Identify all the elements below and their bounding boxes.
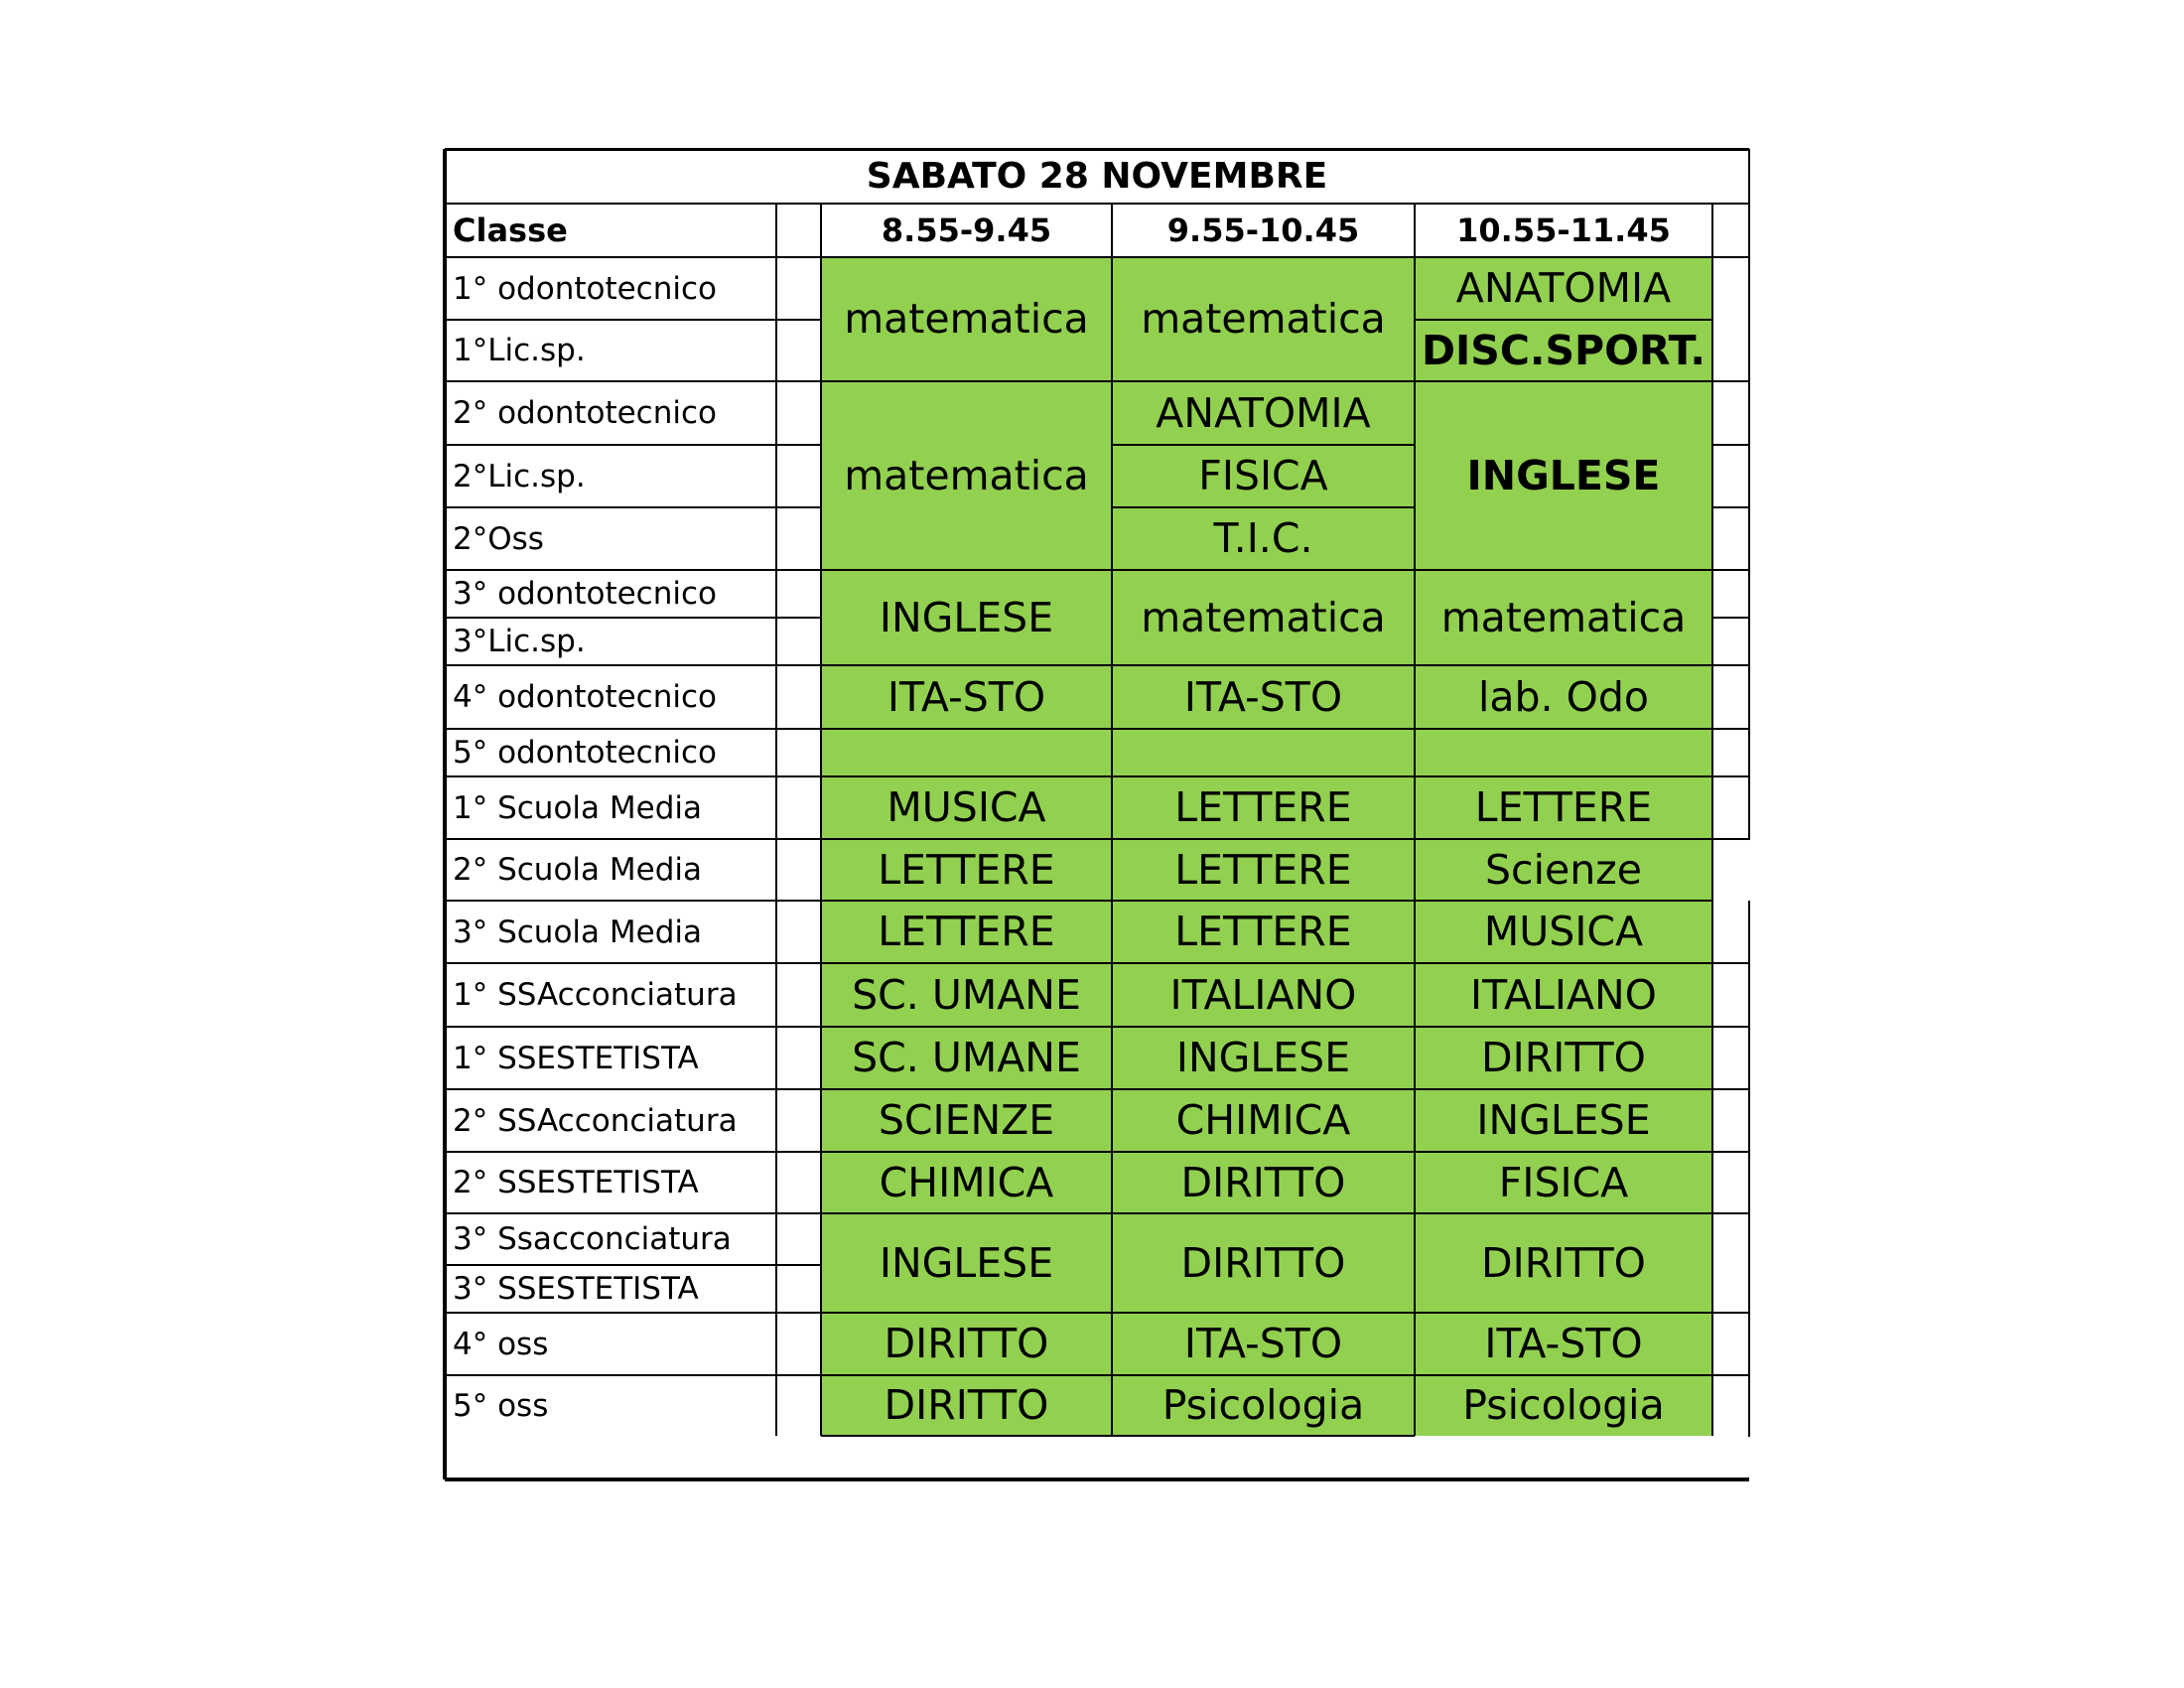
grid-line bbox=[1712, 1312, 1749, 1314]
lesson-cell: matematica bbox=[821, 381, 1112, 570]
grid-line bbox=[1712, 728, 1749, 730]
grid-line bbox=[1415, 664, 1712, 666]
grid-line bbox=[1748, 149, 1750, 840]
class-label: 1° odontotecnico bbox=[453, 270, 717, 307]
grid-line bbox=[445, 1212, 821, 1214]
grid-line bbox=[821, 1312, 1112, 1314]
grid-line bbox=[445, 664, 821, 666]
grid-line bbox=[821, 900, 1112, 902]
grid-line bbox=[1712, 775, 1749, 777]
lesson-cell: INGLESE bbox=[1112, 1027, 1415, 1089]
grid-line bbox=[445, 256, 1749, 258]
grid-line bbox=[821, 1374, 1112, 1376]
lesson-cell: CHIMICA bbox=[1112, 1089, 1415, 1152]
lesson-cell: matematica bbox=[1112, 257, 1415, 381]
grid-line bbox=[1112, 728, 1415, 730]
lesson-cell: DIRITTO bbox=[1112, 1213, 1415, 1313]
lesson-cell: SC. UMANE bbox=[821, 963, 1112, 1027]
grid-line bbox=[1712, 1088, 1749, 1090]
grid-line bbox=[1112, 1088, 1415, 1090]
grid-line bbox=[1711, 204, 1713, 1436]
lesson-cell: INGLESE bbox=[821, 570, 1112, 665]
lesson-cell: LETTERE bbox=[1415, 776, 1712, 839]
grid-line bbox=[821, 380, 1112, 382]
grid-line bbox=[445, 203, 1749, 205]
grid-line bbox=[445, 1026, 821, 1028]
lesson-cell: DIRITTO bbox=[821, 1375, 1112, 1436]
lesson-cell: T.I.C. bbox=[1112, 507, 1415, 570]
grid-line bbox=[1112, 380, 1415, 382]
grid-line bbox=[821, 728, 1112, 730]
grid-line bbox=[820, 204, 822, 1436]
grid-line bbox=[1712, 569, 1749, 571]
lesson-cell: CHIMICA bbox=[821, 1152, 1112, 1213]
grid-line bbox=[1112, 444, 1415, 446]
lesson-cell: lab. Odo bbox=[1415, 665, 1712, 729]
lesson-cell: matematica bbox=[821, 257, 1112, 381]
class-label: 2°Lic.sp. bbox=[453, 458, 586, 494]
grid-line bbox=[1112, 838, 1415, 840]
grid-line bbox=[1748, 901, 1750, 1437]
grid-line bbox=[1415, 380, 1712, 382]
lesson-cell: DIRITTO bbox=[1415, 1027, 1712, 1089]
grid-line bbox=[1111, 204, 1113, 1436]
lesson-cell: Psicologia bbox=[1112, 1375, 1415, 1436]
grid-line bbox=[821, 962, 1112, 964]
header-time-slot-3: 10.55-11.45 bbox=[1456, 211, 1671, 249]
grid-line bbox=[821, 1212, 1112, 1214]
grid-line bbox=[1712, 1374, 1749, 1376]
grid-line bbox=[1112, 569, 1415, 571]
grid-line bbox=[1712, 664, 1749, 666]
grid-line bbox=[1712, 838, 1749, 840]
lesson-cell: Scienze bbox=[1415, 839, 1712, 901]
grid-line bbox=[1112, 1212, 1415, 1214]
lesson-cell: INGLESE bbox=[1415, 1089, 1712, 1152]
lesson-cell: ITA-STO bbox=[1112, 1313, 1415, 1375]
class-label: 3° SSESTETISTA bbox=[453, 1271, 699, 1307]
class-label: 2°Oss bbox=[453, 520, 544, 557]
header-classe: Classe bbox=[453, 211, 568, 249]
grid-line bbox=[1415, 319, 1712, 321]
grid-line bbox=[1415, 569, 1712, 571]
class-label: 3°Lic.sp. bbox=[453, 624, 586, 659]
lesson-cell: DISC.SPORT. bbox=[1415, 320, 1712, 381]
grid-line bbox=[445, 444, 821, 446]
grid-line bbox=[821, 664, 1112, 666]
grid-line bbox=[1712, 1151, 1749, 1153]
grid-line bbox=[1112, 664, 1415, 666]
lesson-cell: ITALIANO bbox=[1112, 963, 1415, 1027]
grid-line bbox=[775, 204, 777, 1436]
lesson-cell bbox=[1112, 729, 1415, 776]
class-label: 2° Scuola Media bbox=[453, 852, 702, 888]
lesson-cell: LETTERE bbox=[1112, 901, 1415, 963]
grid-line bbox=[1414, 204, 1416, 1436]
grid-line bbox=[1415, 962, 1712, 964]
grid-line bbox=[821, 1026, 1112, 1028]
grid-line bbox=[1415, 838, 1712, 840]
grid-line bbox=[1712, 444, 1749, 446]
class-label: 1° Scuola Media bbox=[453, 789, 702, 826]
grid-line bbox=[445, 617, 821, 619]
class-label: 3° Ssacconciatura bbox=[453, 1221, 732, 1257]
lesson-cell: SC. UMANE bbox=[821, 1027, 1112, 1089]
grid-line bbox=[1415, 1088, 1712, 1090]
lesson-cell: DIRITTO bbox=[821, 1313, 1112, 1375]
grid-line bbox=[1415, 1374, 1712, 1376]
grid-line bbox=[1415, 1026, 1712, 1028]
class-label: 2° SSAcconciatura bbox=[453, 1102, 738, 1139]
lesson-cell: ITA-STO bbox=[1112, 665, 1415, 729]
grid-line bbox=[1712, 962, 1749, 964]
grid-line bbox=[1112, 1435, 1415, 1437]
lesson-cell: LETTERE bbox=[821, 901, 1112, 963]
class-label: 2° odontotecnico bbox=[453, 395, 717, 431]
grid-line bbox=[443, 149, 447, 1479]
lesson-cell: matematica bbox=[1415, 570, 1712, 665]
grid-line bbox=[1415, 775, 1712, 777]
lesson-cell: SCIENZE bbox=[821, 1089, 1112, 1152]
grid-line bbox=[1112, 775, 1415, 777]
grid-line bbox=[1712, 380, 1749, 382]
grid-line bbox=[1112, 900, 1415, 902]
grid-line bbox=[821, 1435, 1112, 1437]
lesson-cell: FISICA bbox=[1112, 445, 1415, 507]
grid-line bbox=[445, 962, 821, 964]
grid-line bbox=[821, 838, 1112, 840]
grid-line bbox=[445, 1477, 1749, 1481]
lesson-cell: matematica bbox=[1112, 570, 1415, 665]
lesson-cell bbox=[821, 729, 1112, 776]
grid-line bbox=[445, 569, 821, 571]
grid-line bbox=[1112, 1026, 1415, 1028]
grid-line bbox=[1712, 617, 1749, 619]
lesson-cell: FISICA bbox=[1415, 1152, 1712, 1213]
grid-line bbox=[445, 1374, 821, 1376]
grid-line bbox=[445, 728, 821, 730]
grid-line bbox=[445, 900, 821, 902]
grid-line bbox=[821, 1088, 1112, 1090]
grid-line bbox=[821, 1151, 1112, 1153]
grid-line bbox=[445, 319, 821, 321]
class-label: 4° odontotecnico bbox=[453, 679, 717, 715]
grid-line bbox=[1415, 1212, 1712, 1214]
grid-line bbox=[1112, 1151, 1415, 1153]
grid-line bbox=[445, 1088, 821, 1090]
grid-line bbox=[1112, 1374, 1415, 1376]
grid-line bbox=[1112, 962, 1415, 964]
lesson-cell: ANATOMIA bbox=[1415, 257, 1712, 320]
grid-line bbox=[1415, 900, 1712, 902]
grid-line bbox=[821, 775, 1112, 777]
lesson-cell: ITA-STO bbox=[821, 665, 1112, 729]
class-label: 1° SSESTETISTA bbox=[453, 1040, 699, 1076]
grid-line bbox=[1112, 506, 1415, 508]
class-label: 4° oss bbox=[453, 1326, 549, 1362]
header-time-slot-2: 9.55-10.45 bbox=[1166, 211, 1360, 249]
grid-line bbox=[445, 506, 821, 508]
class-label: 5° oss bbox=[453, 1387, 549, 1424]
grid-line bbox=[445, 1264, 821, 1266]
grid-line bbox=[821, 569, 1112, 571]
lesson-cell: MUSICA bbox=[1415, 901, 1712, 963]
lesson-cell: LETTERE bbox=[1112, 839, 1415, 901]
lesson-cell: INGLESE bbox=[821, 1213, 1112, 1313]
grid-line bbox=[1415, 728, 1712, 730]
class-label: 1°Lic.sp. bbox=[453, 333, 586, 368]
lesson-cell: LETTERE bbox=[1112, 776, 1415, 839]
class-label: 3° Scuola Media bbox=[453, 914, 702, 950]
lesson-cell bbox=[1415, 729, 1712, 776]
grid-line bbox=[1712, 1212, 1749, 1214]
grid-line bbox=[445, 148, 1749, 151]
class-label: 3° odontotecnico bbox=[453, 576, 717, 612]
class-label: 5° odontotecnico bbox=[453, 735, 717, 771]
grid-line bbox=[1415, 1151, 1712, 1153]
class-label: 1° SSAcconciatura bbox=[453, 977, 738, 1013]
grid-line bbox=[445, 380, 821, 382]
grid-line bbox=[445, 1151, 821, 1153]
grid-line bbox=[445, 1312, 821, 1314]
class-label: 2° SSESTETISTA bbox=[453, 1165, 699, 1200]
grid-line bbox=[445, 775, 821, 777]
grid-line bbox=[1712, 506, 1749, 508]
grid-line bbox=[445, 838, 821, 840]
lesson-cell: ITA-STO bbox=[1415, 1313, 1712, 1375]
grid-line bbox=[1712, 1026, 1749, 1028]
lesson-cell: ITALIANO bbox=[1415, 963, 1712, 1027]
lesson-cell: DIRITTO bbox=[1112, 1152, 1415, 1213]
lesson-cell: INGLESE bbox=[1415, 381, 1712, 570]
page-title: SABATO 28 NOVEMBRE bbox=[866, 156, 1328, 197]
header-time-slot-1: 8.55-9.45 bbox=[881, 211, 1052, 249]
lesson-cell: ANATOMIA bbox=[1112, 381, 1415, 445]
lesson-cell: LETTERE bbox=[821, 839, 1112, 901]
lesson-cell: DIRITTO bbox=[1415, 1213, 1712, 1313]
lesson-cell: Psicologia bbox=[1415, 1375, 1712, 1436]
grid-line bbox=[1415, 1312, 1712, 1314]
lesson-cell: MUSICA bbox=[821, 776, 1112, 839]
grid-line bbox=[1112, 1312, 1415, 1314]
